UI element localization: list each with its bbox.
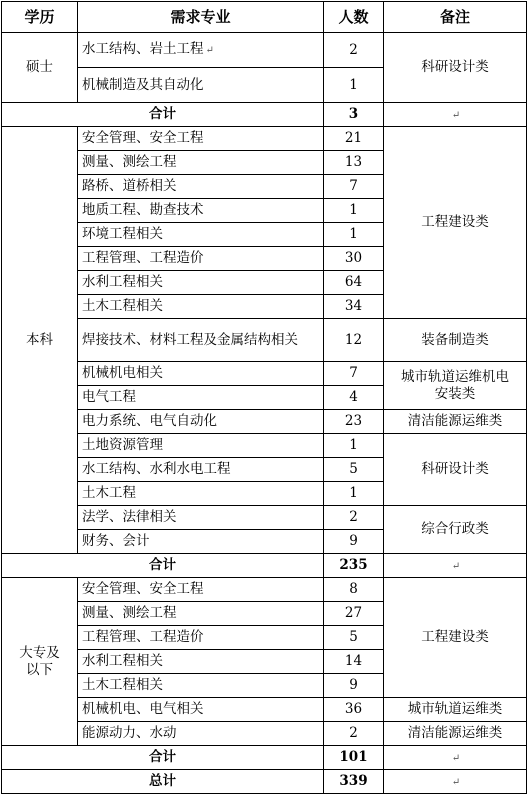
notes-cell: 科研设计类 (384, 434, 527, 506)
count-cell: 4 (324, 386, 384, 410)
empty-note-cell: ↵ (384, 103, 527, 127)
table-row (2, 319, 527, 362)
count-cell: 5 (324, 458, 384, 482)
subtotal-row (2, 746, 527, 770)
table-row (2, 698, 527, 722)
notes-cell: 工程建设类 (384, 127, 527, 319)
count-cell: 30 (324, 247, 384, 271)
count-cell: 23 (324, 410, 384, 434)
count-cell: 5 (324, 626, 384, 650)
education-cell-master: 硕士 (2, 33, 78, 103)
recruitment-table-container (1, 1, 527, 794)
count-cell: 21 (324, 127, 384, 151)
empty-note-cell: ↵ (384, 746, 527, 770)
recruitment-table (1, 1, 527, 794)
major-cell: 工程管理、工程造价 (78, 247, 324, 271)
subtotal-label: 合计 (2, 746, 324, 770)
major-cell: 土木工程相关 (78, 295, 324, 319)
major-cell: 路桥、道桥相关 (78, 175, 324, 199)
notes-cell: 清洁能源运维类 (384, 722, 527, 746)
major-cell: 土木工程 (78, 482, 324, 506)
notes-cell: 装备制造类 (384, 319, 527, 362)
table-row (2, 410, 527, 434)
subtotal-value: 3 (324, 103, 384, 127)
count-cell: 7 (324, 362, 384, 386)
notes-cell: 城市轨道运维机电安装类 (384, 362, 527, 410)
major-cell: 土木工程相关 (78, 674, 324, 698)
count-cell: 9 (324, 674, 384, 698)
subtotal-label: 合计 (2, 554, 324, 578)
count-cell: 1 (324, 68, 384, 103)
subtotal-label: 合计 (2, 103, 324, 127)
notes-cell: 综合行政类 (384, 506, 527, 554)
table-row (2, 506, 527, 530)
subtotal-row (2, 554, 527, 578)
count-cell: 36 (324, 698, 384, 722)
count-cell: 27 (324, 602, 384, 626)
subtotal-value: 235 (324, 554, 384, 578)
major-cell: 工程管理、工程造价 (78, 626, 324, 650)
notes-cell: 科研设计类 (384, 33, 527, 103)
major-cell: 机械制造及其自动化 (78, 68, 324, 103)
total-label: 总计 (2, 770, 324, 794)
major-cell: 地质工程、勘查技术 (78, 199, 324, 223)
table-row (2, 722, 527, 746)
major-cell: 机械机电、电气相关 (78, 698, 324, 722)
major-cell: 法学、法律相关 (78, 506, 324, 530)
table-row (2, 434, 527, 458)
major-cell: 电力系统、电气自动化 (78, 410, 324, 434)
major-cell: 土地资源管理 (78, 434, 324, 458)
count-cell: 2 (324, 722, 384, 746)
major-cell: 能源动力、水动 (78, 722, 324, 746)
table-row (2, 578, 527, 602)
notes-cell: 城市轨道运维类 (384, 698, 527, 722)
count-cell: 1 (324, 223, 384, 247)
major-cell: 水工结构、水利水电工程 (78, 458, 324, 482)
empty-note-cell: ↵ (384, 770, 527, 794)
subtotal-row (2, 103, 527, 127)
major-cell: 测量、测绘工程 (78, 602, 324, 626)
header-notes: 备注 (384, 2, 527, 33)
count-cell: 9 (324, 530, 384, 554)
count-cell: 1 (324, 434, 384, 458)
count-cell: 7 (324, 175, 384, 199)
major-cell: 水工结构、岩土工程 ↵ (78, 33, 324, 68)
major-cell: 焊接技术、材料工程及金属结构相关 (78, 319, 324, 362)
header-row (2, 2, 527, 33)
total-row (2, 770, 527, 794)
count-cell: 34 (324, 295, 384, 319)
total-value: 339 (324, 770, 384, 794)
major-cell: 环境工程相关 (78, 223, 324, 247)
count-cell: 1 (324, 199, 384, 223)
education-cell-bachelor: 本科 (2, 127, 78, 554)
education-cell-college: 大专及以下 (2, 578, 78, 746)
subtotal-value: 101 (324, 746, 384, 770)
count-cell: 12 (324, 319, 384, 362)
empty-note-cell: ↵ (384, 554, 527, 578)
count-cell: 2 (324, 33, 384, 68)
major-cell: 水利工程相关 (78, 650, 324, 674)
major-cell: 安全管理、安全工程 (78, 578, 324, 602)
count-cell: 1 (324, 482, 384, 506)
major-cell: 水利工程相关 (78, 271, 324, 295)
notes-cell: 工程建设类 (384, 578, 527, 698)
count-cell: 13 (324, 151, 384, 175)
header-major: 需求专业 (78, 2, 324, 33)
major-cell: 安全管理、安全工程 (78, 127, 324, 151)
table-row (2, 127, 527, 151)
header-education: 学历 (2, 2, 78, 33)
count-cell: 64 (324, 271, 384, 295)
count-cell: 14 (324, 650, 384, 674)
major-cell: 机械机电相关 (78, 362, 324, 386)
table-row (2, 33, 527, 68)
count-cell: 8 (324, 578, 384, 602)
major-cell: 测量、测绘工程 (78, 151, 324, 175)
count-cell: 2 (324, 506, 384, 530)
header-count: 人数 (324, 2, 384, 33)
major-cell: 财务、会计 (78, 530, 324, 554)
table-row (2, 362, 527, 386)
major-cell: 电气工程 (78, 386, 324, 410)
notes-cell: 清洁能源运维类 (384, 410, 527, 434)
